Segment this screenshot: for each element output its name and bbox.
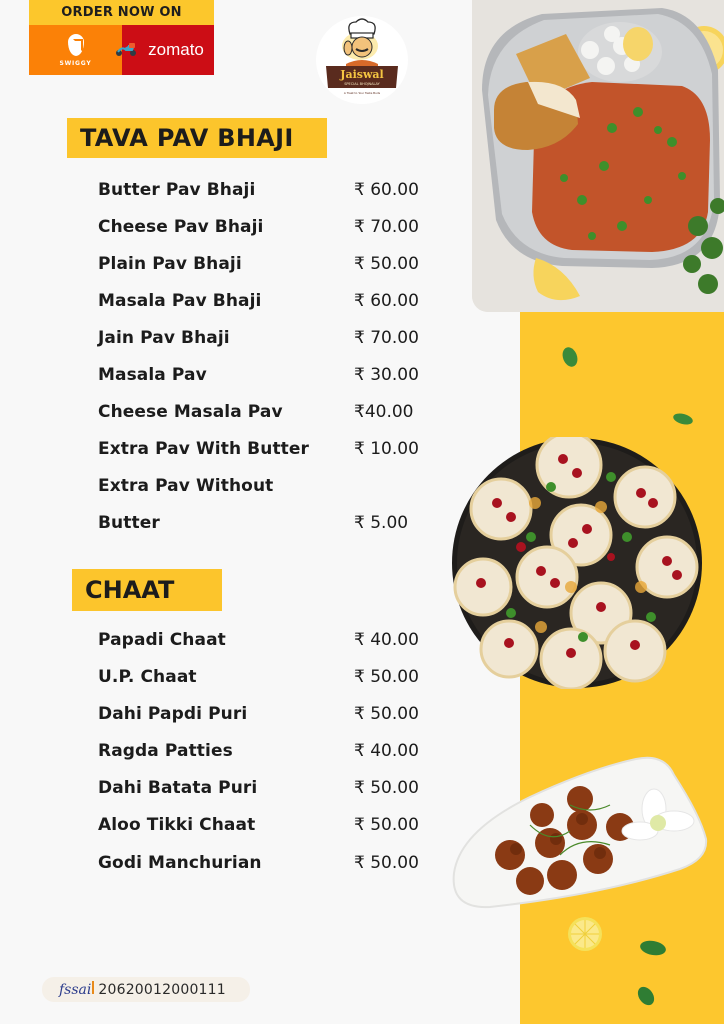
item-price: ₹ 50.00 — [354, 254, 419, 274]
fssai-logo-icon: fssai — [59, 981, 92, 998]
item-name: U.P. Chaat — [98, 667, 197, 687]
restaurant-logo — [316, 16, 408, 104]
fssai-license-badge — [42, 977, 250, 1002]
item-price: ₹ 50.00 — [354, 853, 419, 873]
item-name: Godi Manchurian — [98, 853, 262, 873]
pav-bhaji-photo — [472, 0, 724, 312]
item-name: Masala Pav — [98, 365, 207, 385]
item-name: Dahi Batata Puri — [98, 778, 258, 798]
item-price: ₹40.00 — [354, 402, 414, 422]
item-price: ₹ 30.00 — [354, 365, 419, 385]
item-name: Extra Pav With Butter — [98, 439, 310, 459]
menu-item — [98, 326, 433, 350]
dahi-puri-platter-photo — [451, 437, 703, 689]
scooter-icon — [114, 41, 138, 57]
menu-item — [98, 851, 433, 875]
item-name: Cheese Pav Bhaji — [98, 217, 264, 237]
delivery-platform-logos — [29, 25, 214, 75]
item-price: ₹ 60.00 — [354, 180, 419, 200]
item-name: Aloo Tikki Chaat — [98, 815, 256, 835]
item-price: ₹ 70.00 — [354, 217, 419, 237]
mint-leaf-icon — [639, 939, 667, 957]
chef-logo-icon — [316, 16, 408, 104]
svg-text:Jaiswal: Jaiswal — [340, 68, 384, 81]
fssai-license-number: 20620012000111 — [98, 981, 226, 998]
menu-item — [98, 437, 433, 461]
item-name: Dahi Papdi Puri — [98, 704, 248, 724]
mint-leaf-icon — [561, 345, 579, 369]
menu-item — [98, 363, 433, 387]
menu-item — [98, 628, 433, 652]
item-name: Butter — [98, 513, 160, 533]
zomato-logo[interactable] — [122, 25, 214, 75]
menu-item — [98, 215, 433, 239]
item-price: ₹ 40.00 — [354, 741, 419, 761]
item-price: ₹ 50.00 — [354, 704, 419, 724]
order-now-heading: ORDER NOW ON — [29, 0, 214, 25]
gobi-manchurian-photo — [450, 755, 710, 915]
item-price: ₹ 50.00 — [354, 667, 419, 687]
mint-leaf-icon — [636, 985, 656, 1007]
menu-item — [98, 511, 433, 535]
order-now-banner — [29, 0, 214, 75]
menu-item — [98, 400, 433, 424]
menu-item — [98, 776, 433, 800]
mint-leaf-icon — [672, 412, 694, 426]
zomato-label: zomato — [148, 40, 204, 59]
svg-text:SPECIAL BHOJNALAY: SPECIAL BHOJNALAY — [344, 82, 380, 86]
swiggy-logo[interactable] — [29, 25, 122, 75]
item-name: Plain Pav Bhaji — [98, 254, 242, 274]
menu-item — [98, 178, 433, 202]
item-name: Cheese Masala Pav — [98, 402, 283, 422]
item-price: ₹ 40.00 — [354, 630, 419, 650]
swiggy-pin-icon — [68, 34, 84, 56]
item-price: ₹ 50.00 — [354, 778, 419, 798]
item-price: ₹ 60.00 — [354, 291, 419, 311]
item-name: Extra Pav Without — [98, 476, 274, 496]
menu-item — [98, 252, 433, 276]
item-price: ₹ 50.00 — [354, 815, 419, 835]
item-name: Masala Pav Bhaji — [98, 291, 262, 311]
item-name: Papadi Chaat — [98, 630, 226, 650]
item-name: Butter Pav Bhaji — [98, 180, 256, 200]
menu-item — [98, 474, 433, 498]
menu-item — [98, 702, 433, 726]
menu-item — [98, 289, 433, 313]
item-name: Jain Pav Bhaji — [98, 328, 230, 348]
section-title-chaat: CHAAT — [72, 569, 222, 611]
menu-item — [98, 665, 433, 689]
swiggy-label: SWIGGY — [59, 59, 92, 67]
lemon-slice-icon — [567, 916, 603, 952]
menu-item — [98, 813, 433, 837]
menu-item — [98, 739, 433, 763]
item-price: ₹ 5.00 — [354, 513, 409, 533]
svg-text:A Treat to Your Taste Buds: A Treat to Your Taste Buds — [343, 91, 381, 95]
item-name: Ragda Patties — [98, 741, 233, 761]
item-price: ₹ 70.00 — [354, 328, 419, 348]
item-price: ₹ 10.00 — [354, 439, 419, 459]
section-title-tava-pav-bhaji: TAVA PAV BHAJI — [67, 118, 327, 158]
